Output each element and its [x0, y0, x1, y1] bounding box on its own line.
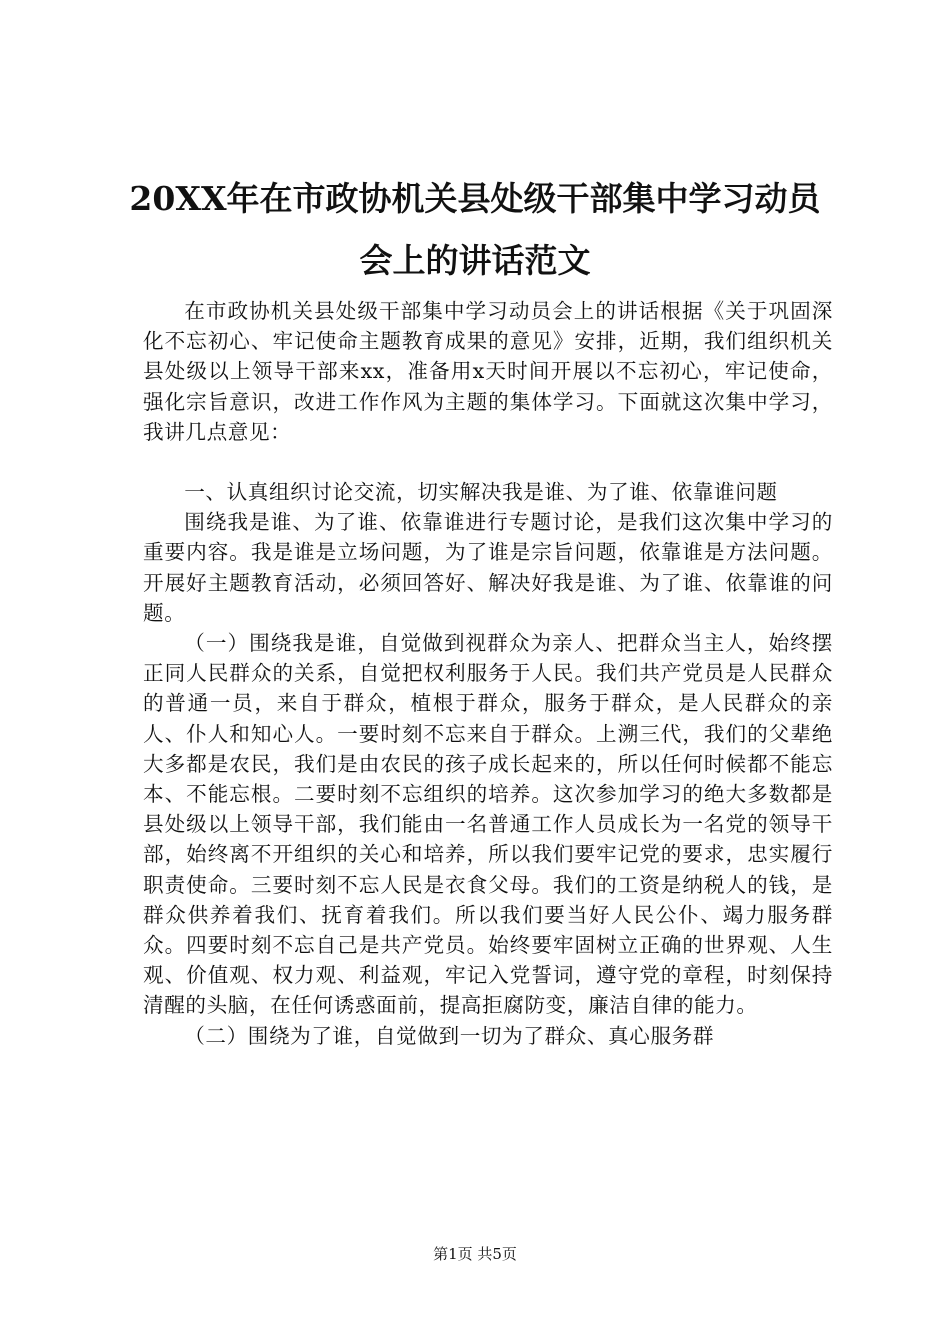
paragraph-subsection-1: （一）围绕我是谁，自觉做到视群众为亲人、把群众当主人，始终摆正同人民群众的关系，自觉把权利服务于人民。我们共产党员是人民群众的普通一员，来自于群众，植根于群众，服务于群众，是人民群众的亲人、仆人和知心人。一要时刻不忘来自于群众。上溯三代，我们的父辈绝大多都是农民，我们是由农民的孩子成长起来的，所以任何时候都不能忘本、不能忘根。二要时刻不忘组织的培养。这次参加学习的绝大多数都是县处级以上领导干部，我们能由一名普通工作人员成长为一名党的领导干部，始终离不开组织的关心和培养，所以我们要牢记党的要求，忠实履行职责使命。三要时刻不忘人民是衣食父母。我们的工资是纳税人的钱，是群众供养着我们、抚育着我们。所以我们要当好人民公仆、竭力服务群众。四要时刻不忘自己是共产党员。始终要牢固树立正确的世界观、人生观、价值观、权力观、利益观，牢记入党誓词，遵守党的章程，时刻保持清醒的头脑，在任何诱惑面前，提高拒腐防变，廉洁自律的能力。 [143, 631, 833, 1018]
paragraph-section-1-intro: 围绕我是谁、为了谁、依靠谁进行专题讨论，是我们这次集中学习的重要内容。我是谁是立场问题，为了谁是宗旨问题，依靠谁是方法问题。开展好主题教育活动，必须回答好、解决好我是谁、为了谁、依靠谁的问题。 [143, 510, 833, 625]
paragraph-intro: 在市政协机关县处级干部集中学习动员会上的讲话根据《关于巩固深化不忘初心、牢记使命主题教育成果的意见》安排，近期，我们组织机关县处级以上领导干部来xx，准备用x天时间开展以不忘初心，牢记使命，强化宗旨意识，改进工作作风为主题的集体学习。下面就这次集中学习，我讲几点意见： [143, 299, 833, 444]
paragraph-subsection-2: （二）围绕为了谁，自觉做到一切为了群众、真心服务群 [184, 1023, 715, 1048]
document-body [143, 296, 833, 1051]
section-heading-1: 一、认真组织讨论交流，切实解决我是谁、为了谁、依靠谁问题 [184, 480, 778, 505]
page-number: 第1页 共5页 [433, 1245, 517, 1263]
document-title: 20XX年在市政协机关县处级干部集中学习动员会上的讲话范文 [129, 179, 821, 280]
